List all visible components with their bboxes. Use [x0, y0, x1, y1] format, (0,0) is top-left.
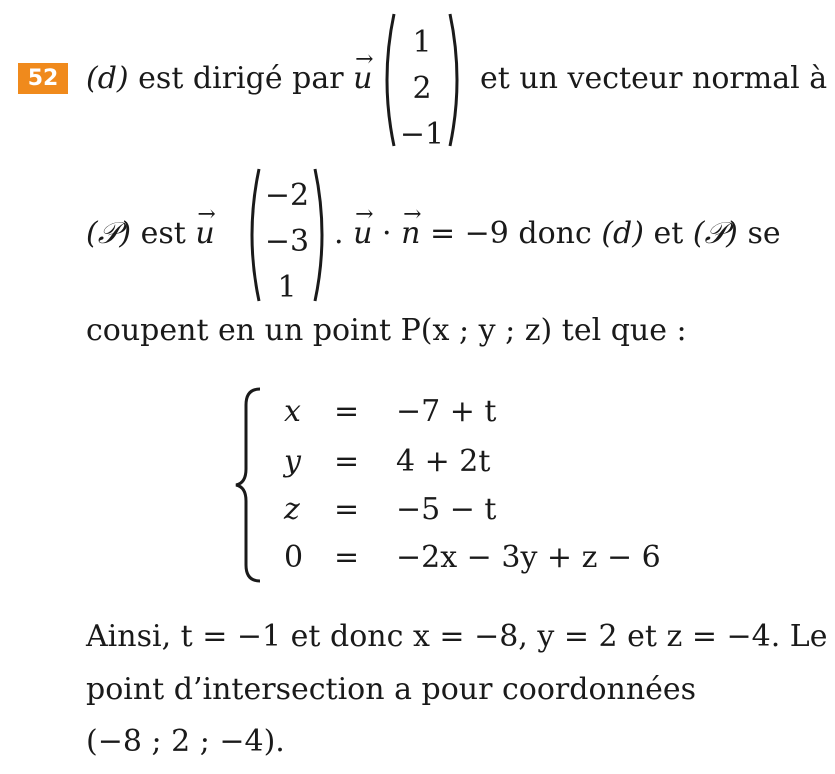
system-row-2-lhs: y — [284, 444, 301, 479]
system-row-3-lhs: z — [284, 492, 300, 527]
line-6: (−8 ; 2 ; −4). — [86, 724, 285, 759]
line-3: coupent en un point P(x ; y ; z) tel que : — [86, 313, 687, 348]
system-row-2-rhs: 4 + 2t — [396, 444, 491, 479]
text-et: et — [653, 216, 684, 251]
text-se: se — [747, 216, 781, 251]
vector-n-matrix — [243, 165, 331, 305]
system-row-3-eq: = — [334, 492, 360, 527]
vector-u-entry-1: 1 — [412, 25, 432, 60]
vector-u-matrix — [378, 10, 466, 150]
exercise-number-badge: 52 — [18, 63, 68, 94]
vector-u-symbol: → u — [353, 64, 372, 94]
dot-product-n: → n — [401, 219, 420, 249]
line-4: Ainsi, t = −1 et donc x = −8, y = 2 et z = −4. Le — [86, 619, 828, 654]
line-d: (d) — [86, 61, 129, 96]
system-row-4-rhs: −2x − 3y + z − 6 — [396, 540, 661, 575]
system-row-1-lhs: x — [284, 394, 301, 429]
system-row-1-rhs: −7 + t — [396, 394, 497, 429]
system-row-4-eq: = — [334, 540, 360, 575]
plane-P-2: (𝒫) — [692, 216, 738, 251]
vector-u-entry-3: −1 — [399, 117, 445, 152]
text-dirige: est dirigé par — [138, 61, 344, 96]
line-2-end — [334, 216, 781, 251]
line-5: point d’intersection a pour coordonnées — [86, 672, 697, 707]
dot-product-u: → u — [353, 219, 372, 249]
text-equals-donc: = −9 donc — [429, 216, 592, 251]
vector-n-entry-1: −2 — [264, 178, 310, 213]
vector-n-entry-2: −3 — [264, 224, 310, 259]
system-row-3-rhs: −5 − t — [396, 492, 497, 527]
vector-n-symbol: → u — [195, 219, 214, 249]
line-d-2: (d) — [601, 216, 644, 251]
system-row-1-eq: = — [334, 394, 360, 429]
vector-n-entry-3: 1 — [277, 270, 297, 305]
text-est: est — [140, 216, 186, 251]
system-row-4-lhs: 0 — [284, 540, 304, 575]
period: . — [334, 216, 344, 251]
dot-operator: · — [381, 216, 392, 251]
line-1-end: et un vecteur normal à — [480, 61, 828, 96]
plane-P: (𝒫) — [86, 216, 132, 251]
line-1-start — [86, 61, 373, 96]
system-row-2-eq: = — [334, 444, 360, 479]
vector-u-entry-2: 2 — [412, 71, 432, 106]
equation-system — [234, 385, 661, 585]
left-brace — [234, 385, 264, 585]
line-2-start — [86, 216, 215, 251]
